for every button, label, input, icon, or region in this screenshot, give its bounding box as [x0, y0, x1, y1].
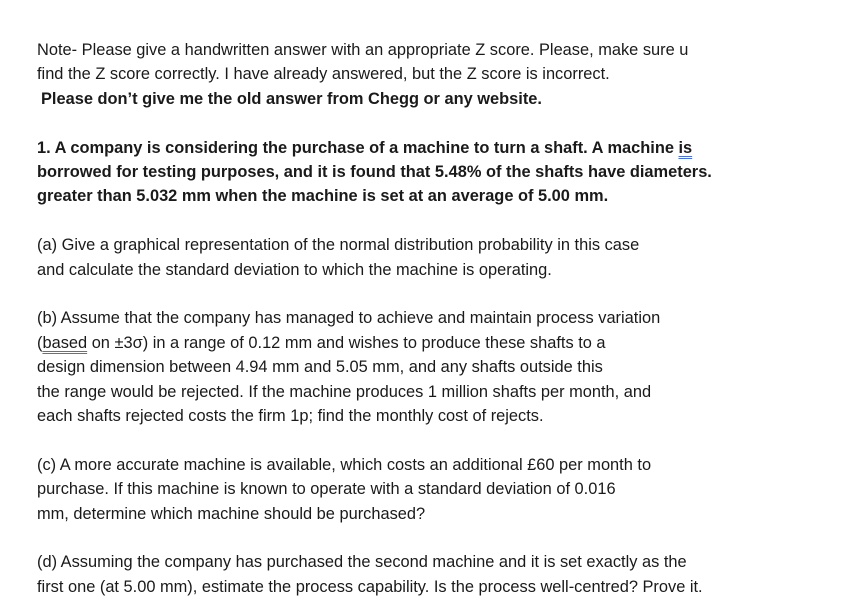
question-1-line-1 — [37, 136, 827, 160]
part-b-block — [37, 306, 827, 428]
note-line-3: Please don’t give me the old answer from Chegg or any website. — [41, 89, 542, 108]
part-c-line-3: mm, determine which machine should be purchased? — [37, 504, 426, 523]
grammar-marked-word: is — [678, 138, 693, 157]
paragraph-gap — [37, 526, 827, 550]
part-d-line-1: (d) Assuming the company has purchased the second machine and it is set exactly as the — [37, 553, 687, 572]
part-d-line-2: first one (at 5.00 mm), estimate the process capability. Is the process well-centred? Prove it. — [37, 577, 703, 596]
paragraph-gap — [37, 282, 827, 306]
grammar-marked-word: based — [42, 333, 88, 352]
note-block — [37, 38, 827, 111]
part-b-line-2-text: on ±3σ) in a range of 0.12 mm and wishes to produce these shafts to a — [87, 333, 606, 352]
part-b-line-3: design dimension between 4.94 mm and 5.05 mm, and any shafts outside this — [37, 358, 603, 377]
note-line-1: Note- Please give a handwritten answer with an appropriate Z score. Please, make sure u — [37, 41, 689, 59]
part-a-block — [37, 233, 827, 282]
part-b-line-4: the range would be rejected. If the machine produces 1 million shafts per month, and — [37, 382, 652, 401]
paragraph-gap — [37, 111, 827, 135]
question-1-line-1-text: 1. A company is considering the purchase of a machine to turn a shaft. A machine — [37, 138, 679, 157]
question-1-line-3: greater than 5.032 mm when the machine is set at an average of 5.00 mm. — [37, 187, 609, 206]
paragraph-gap — [37, 209, 827, 233]
part-b-line-2 — [37, 331, 827, 355]
part-c-line-1: (c) A more accurate machine is available, which costs an additional £60 per month to — [37, 455, 652, 474]
part-a-line-2: and calculate the standard deviation to which the machine is operating. — [37, 260, 552, 279]
part-b-line-1: (b) Assume that the company has managed to achieve and maintain process variation — [37, 309, 661, 328]
part-b-line-2-open: ( — [37, 333, 43, 352]
paragraph-gap — [37, 428, 827, 452]
part-d-block — [37, 550, 827, 599]
document-body — [37, 38, 827, 599]
part-a-line-1: (a) Give a graphical representation of the normal distribution probability in this case — [37, 236, 640, 255]
part-c-block — [37, 453, 827, 526]
part-b-line-5: each shafts rejected costs the firm 1p; find the monthly cost of rejects. — [37, 407, 544, 426]
question-1-block — [37, 136, 827, 209]
part-c-line-2: purchase. If this machine is known to operate with a standard deviation of 0.016 — [37, 480, 616, 499]
question-1-line-2: borrowed for testing purposes, and it is found that 5.48% of the shafts have diameters. — [37, 163, 712, 182]
note-line-2: find the Z score correctly. I have already answered, but the Z score is incorrect. — [37, 65, 610, 84]
